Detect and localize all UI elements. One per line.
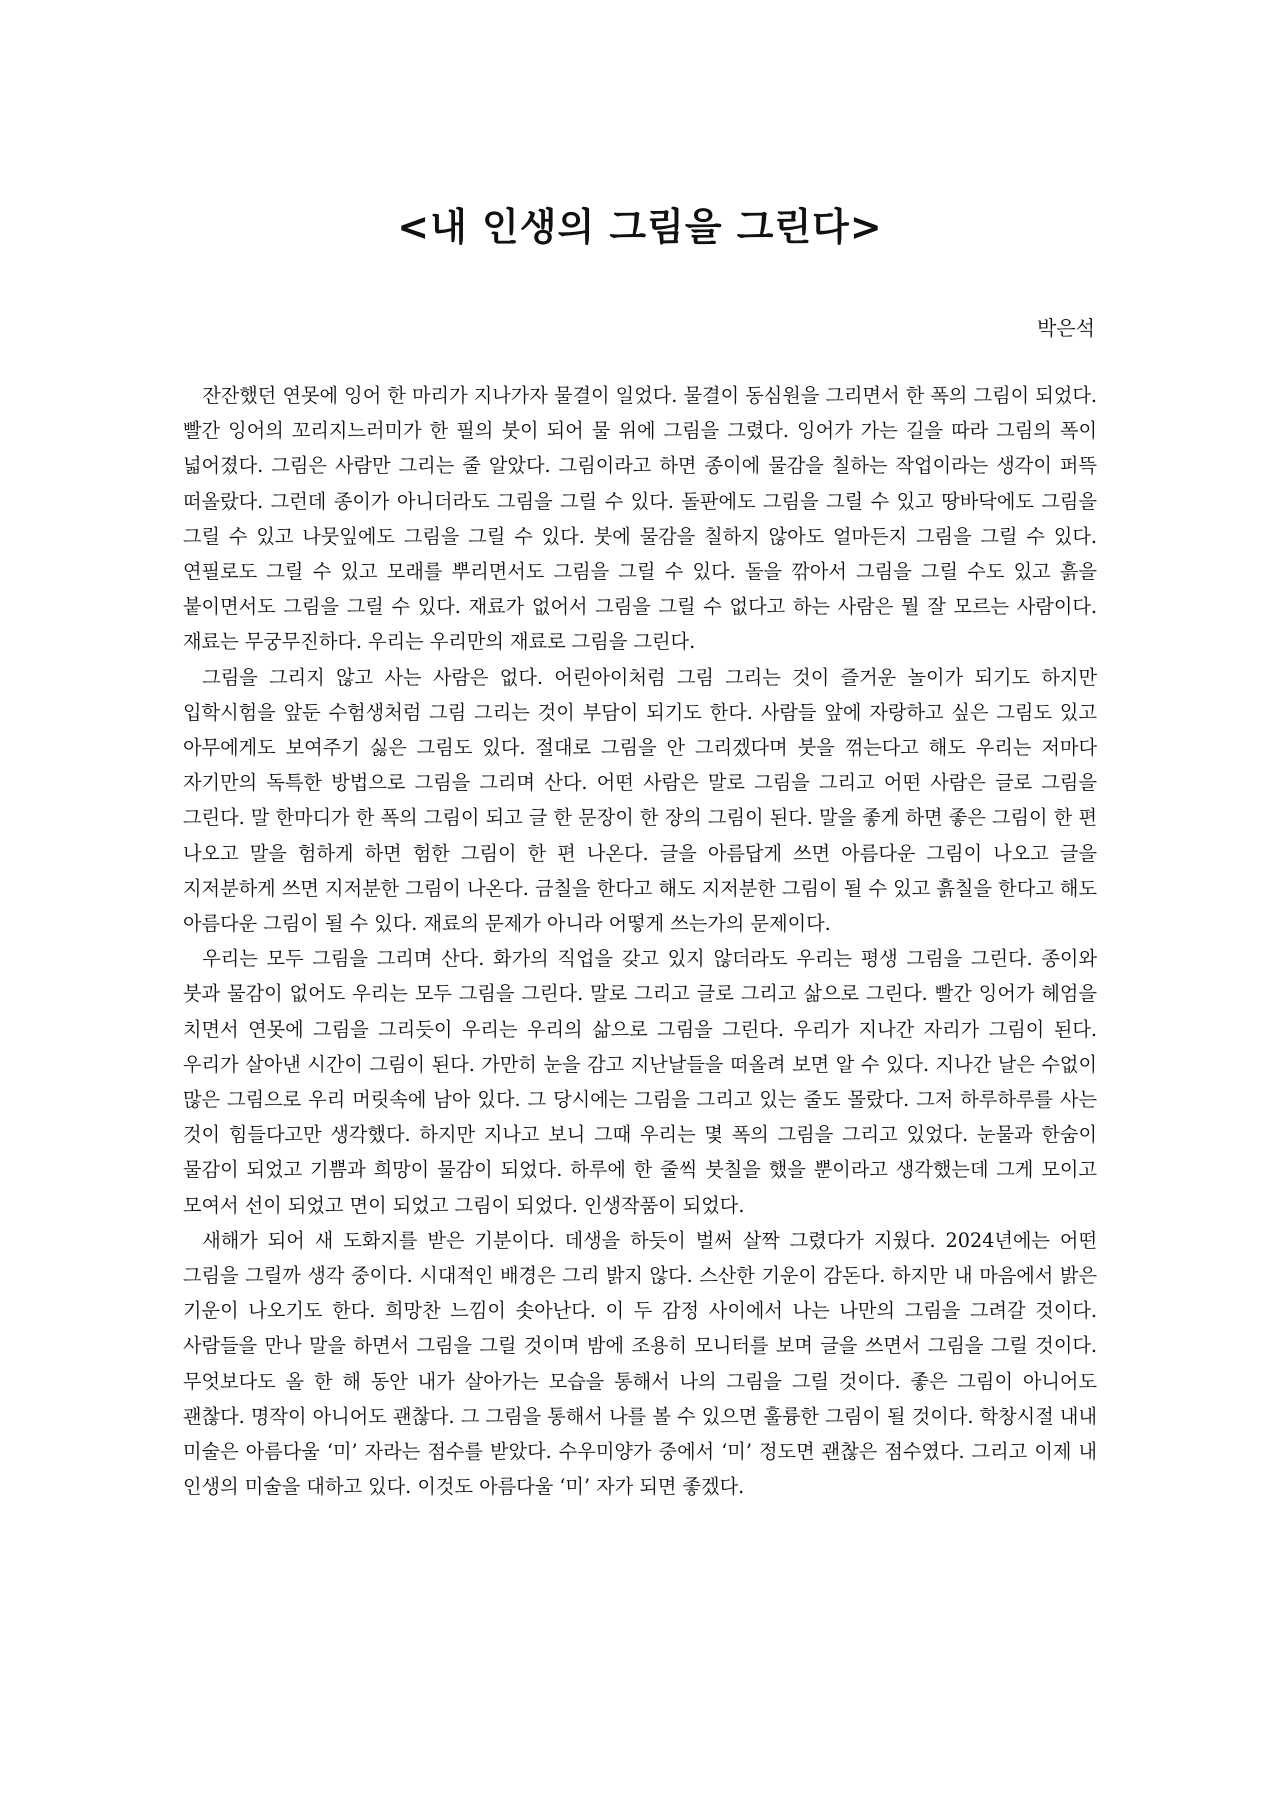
essay-body xyxy=(183,378,1097,1505)
document-title: <내 인생의 그림을 그린다> xyxy=(397,205,883,249)
author-name: 박은석 xyxy=(1037,316,1095,340)
paragraph-2: 그림을 그리지 않고 사는 사람은 없다. 어린아이처럼 그림 그리는 것이 즐거운 놀이가 되기도 하지만 입학시험을 앞둔 수험생처럼 그림 그리는 것이 부담이 되기도 한다. 사람들 앞에 자랑하고 싶은 그림도 있고 아무에게도 보여주기 싫은 그림도 있다. 절대로 그림을 안 그리겠다며 붓을 꺾는다고 해도 우리는 저마다 자기만의 독특한 방법으로 그림을 그리며 산다. 어떤 사람은 말로 그림을 그리고 어떤 사람은 글로 그림을 그린다. 말 한마디가 한 폭의 그림이 되고 글 한 문장이 한 장의 그림이 된다. 말을 좋게 하면 좋은 그림이 한 편 나오고 말을 험하게 하면 험한 그림이 한 편 나온다. 글을 아름답게 쓰면 아름다운 그림이 나오고 글을 지저분하게 쓰면 지저분한 그림이 나온다. 금칠을 한다고 해도 지저분한 그림이 될 수 있고 흙칠을 한다고 해도 아름다운 그림이 될 수 있다. 재료의 문제가 아니라 어떻게 쓰는가의 문제이다. xyxy=(183,665,1097,936)
paragraph-3: 우리는 모두 그림을 그리며 산다. 화가의 직업을 갖고 있지 않더라도 우리는 평생 그림을 그린다. 종이와 붓과 물감이 없어도 우리는 모두 그림을 그린다. 말로 그리고 글로 그리고 삶으로 그린다. 빨간 잉어가 헤엄을 치면서 연못에 그림을 그리듯이 우리는 우리의 삶으로 그림을 그린다. 우리가 지나간 자리가 그림이 된다. 우리가 살아낸 시간이 그림이 된다. 가만히 눈을 감고 지난날들을 떠올려 보면 알 수 있다. 지나간 날은 수없이 많은 그림으로 우리 머릿속에 남아 있다. 그 당시에는 그림을 그리고 있는 줄도 몰랐다. 그저 하루하루를 사는 것이 힘들다고만 생각했다. 하지만 지나고 보니 그때 우리는 몇 폭의 그림을 그리고 있었다. 눈물과 한숨이 물감이 되었고 기쁨과 희망이 물감이 되었다. 하루에 한 줄씩 붓칠을 했을 뿐이라고 생각했는데 그게 모이고 모여서 선이 되었고 면이 되었고 그림이 되었다. 인생작품이 되었다. xyxy=(183,947,1097,1217)
paragraph-4: 새해가 되어 새 도화지를 받은 기분이다. 데생을 하듯이 벌써 살짝 그렸다가 지웠다. 2024년에는 어떤 그림을 그릴까 생각 중이다. 시대적인 배경은 그리 밝지 않다. 스산한 기운이 감돈다. 하지만 내 마음에서 밝은 기운이 나오기도 한다. 희망찬 느낌이 솟아난다. 이 두 감정 사이에서 나는 나만의 그림을 그려갈 것이다. 사람들을 만나 말을 하면서 그림을 그릴 것이며 밤에 조용히 모니터를 보며 글을 쓰면서 그림을 그릴 것이다. 무엇보다도 올 한 해 동안 내가 살아가는 모습을 통해서 나의 그림을 그릴 것이다. 좋은 그림이 아니어도 괜찮다. 명작이 아니어도 괜찮다. 그 그림을 통해서 나를 볼 수 있으면 훌륭한 그림이 될 것이다. 학창시절 내내 미술은 아름다울 ‘미’ 자라는 점수를 받았다. 수우미양가 중에서 ‘미’ 정도면 괜찮은 점수였다. 그리고 이제 내 인생의 미술을 대하고 있다. 이것도 아름다울 ‘미’ 자가 되면 좋겠다. xyxy=(183,1228,1097,1499)
paragraph-1: 잔잔했던 연못에 잉어 한 마리가 지나가자 물결이 일었다. 물결이 동심원을 그리면서 한 폭의 그림이 되었다. 빨간 잉어의 꼬리지느러미가 한 필의 붓이 되어 물 위에 그림을 그렸다. 잉어가 가는 길을 따라 그림의 폭이 넓어졌다. 그림은 사람만 그리는 줄 알았다. 그림이라고 하면 종이에 물감을 칠하는 작업이라는 생각이 퍼뜩 떠올랐다. 그런데 종이가 아니더라도 그림을 그릴 수 있다. 돌판에도 그림을 그릴 수 있고 땅바닥에도 그림을 그릴 수 있고 나뭇잎에도 그림을 그릴 수 있다. 붓에 물감을 칠하지 않아도 얼마든지 그림을 그릴 수 있다. 연필로도 그릴 수 있고 모래를 뿌리면서도 그림을 그릴 수 있다. 돌을 깎아서 그림을 그릴 수도 있고 흙을 붙이면서도 그림을 그릴 수 있다. 재료가 없어서 그림을 그릴 수 없다고 하는 사람은 뭘 잘 모르는 사람이다. 재료는 무궁무진하다. 우리는 우리만의 재료로 그림을 그린다. xyxy=(183,384,1097,654)
